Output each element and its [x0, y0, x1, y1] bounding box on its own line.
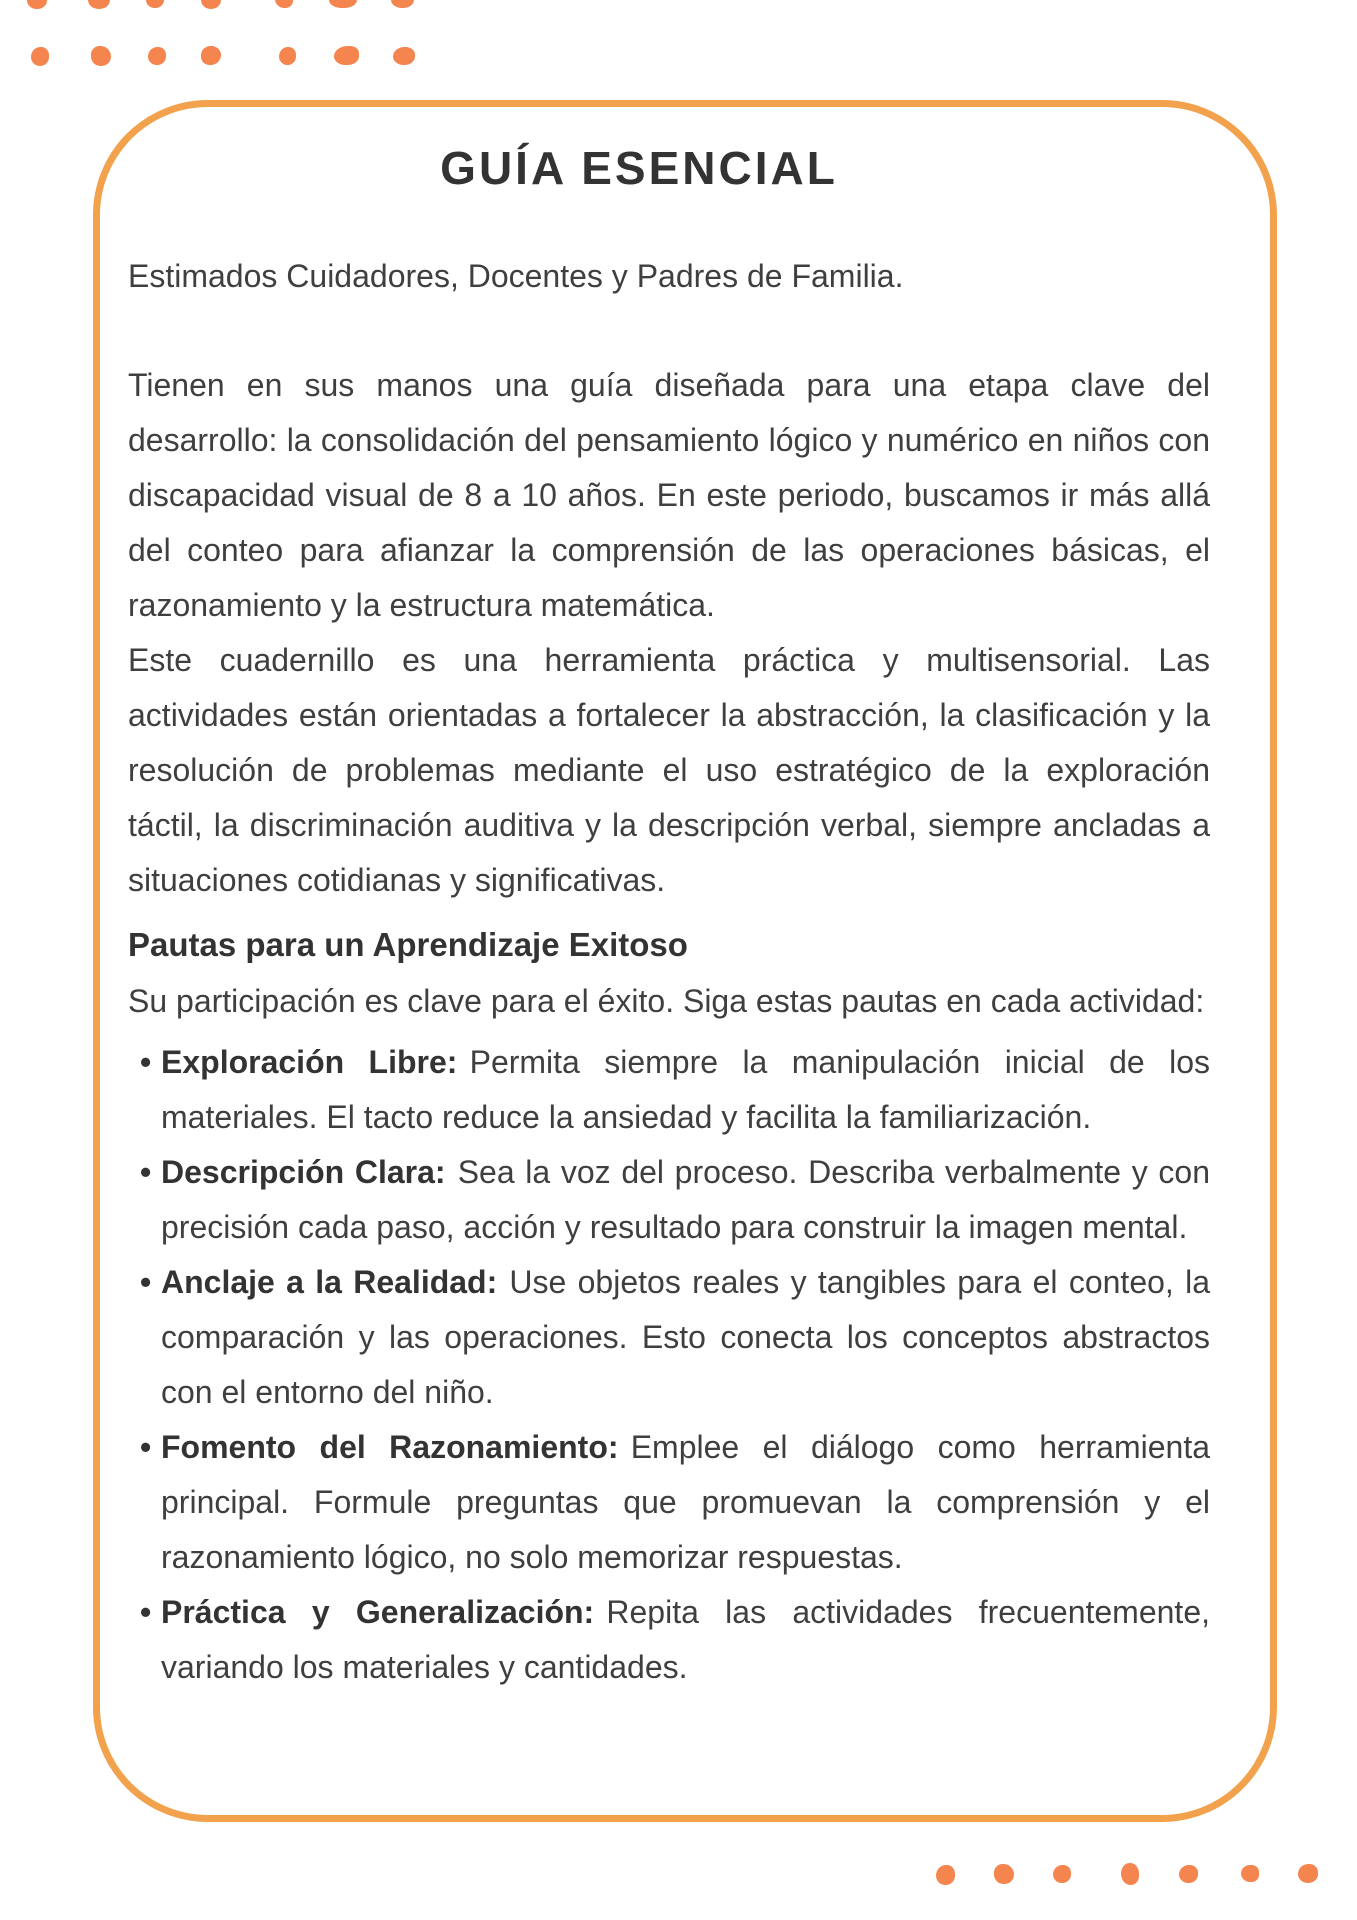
decorative-dots-top-left	[0, 0, 440, 80]
bullet-text: Use objetos reales y tangibles para el conteo, la comparación y las operaciones. Esto conecta los conceptos abstractos con el entorno del niño.	[161, 1264, 1211, 1410]
decorative-dot	[148, 47, 166, 65]
bullet-icon: •	[140, 1154, 152, 1190]
content-card	[93, 100, 1277, 1822]
list-item-fomento-razonamiento	[140, 1420, 1210, 1585]
decorative-dot	[88, 0, 110, 9]
bullet-icon: •	[140, 1429, 152, 1465]
bullet-icon: •	[140, 1594, 152, 1630]
decorative-dot	[1298, 1864, 1318, 1883]
decorative-dot	[1241, 1865, 1259, 1882]
bullet-icon: •	[140, 1264, 152, 1300]
bullet-text: Repita las actividades frecuentemente, variando los materiales y cantidades.	[161, 1594, 1211, 1685]
guidelines-list	[128, 1035, 1210, 1695]
intro-paragraph-2: Este cuadernillo es una herramienta práctica y multisensorial. Las actividades están orientadas a fortalecer la abstracción, la clasificación y la resolución de problemas mediante el uso estratégico de la exploración táctil, la discriminación auditiva y la descripción verbal, siempre ancladas a situaciones cotidianas y significativas.	[128, 642, 1210, 898]
decorative-dot	[994, 1864, 1014, 1884]
bullet-lead: Anclaje a la Realidad:	[161, 1264, 498, 1300]
bullet-text: Emplee el diálogo como herramienta principal. Formule preguntas que promuevan la comprensión y el razonamiento lógico, no solo memorizar respuestas.	[161, 1429, 1211, 1575]
decorative-dot	[146, 0, 164, 8]
list-item-descripcion-clara	[140, 1145, 1210, 1255]
decorative-dot	[329, 0, 357, 8]
decorative-dot	[91, 46, 111, 66]
decorative-dot	[393, 47, 415, 65]
salutation: Estimados Cuidadores, Docentes y Padres de Familia.	[128, 258, 904, 294]
intro-paragraph-1: Tienen en sus manos una guía diseñada para una etapa clave del desarrollo: la consolidación del pensamiento lógico y numérico en niños con discapacidad visual de 8 a 10 años. En este periodo, buscamos ir más allá del conteo para afianzar la comprensión de las operaciones básicas, el razonamiento y la estructura matemática.	[128, 367, 1210, 623]
decorative-dot	[201, 46, 221, 65]
decorative-dot	[1179, 1865, 1198, 1883]
decorative-dot	[279, 47, 296, 65]
decorative-dot	[1053, 1865, 1071, 1883]
list-item-practica-generalizacion	[140, 1585, 1210, 1695]
decorative-dot	[31, 47, 49, 66]
bullet-icon: •	[140, 1044, 152, 1080]
decorative-dot	[936, 1865, 955, 1885]
bullet-lead: Práctica y Generalización:	[161, 1594, 595, 1630]
section-intro: Su participación es clave para el éxito. Siga estas pautas en cada actividad:	[128, 983, 1205, 1019]
list-item-anclaje-realidad	[140, 1255, 1210, 1420]
bullet-text: Sea la voz del proceso. Describa verbalmente y con precisión cada paso, acción y resultado para construir la imagen mental.	[161, 1154, 1211, 1245]
decorative-dot	[275, 0, 293, 8]
bullet-lead: Fomento del Razonamiento:	[161, 1429, 619, 1465]
bullet-text: Permita siempre la manipulación inicial de los materiales. El tacto reduce la ansiedad y facilita la familiarización.	[161, 1044, 1210, 1135]
decorative-dot	[27, 0, 47, 9]
decorative-dot	[334, 46, 359, 65]
bullet-lead: Exploración Libre:	[161, 1044, 458, 1080]
page-title: GUÍA ESENCIAL	[440, 142, 838, 194]
list-item-exploracion-libre	[140, 1035, 1210, 1145]
decorative-dots-bottom-right	[930, 1858, 1330, 1898]
section-heading: Pautas para un Aprendizaje Exitoso	[128, 926, 688, 963]
decorative-dot	[1121, 1863, 1139, 1885]
decorative-dot	[201, 0, 221, 9]
bullet-lead: Descripción Clara:	[161, 1154, 446, 1190]
decorative-dot	[391, 0, 414, 8]
